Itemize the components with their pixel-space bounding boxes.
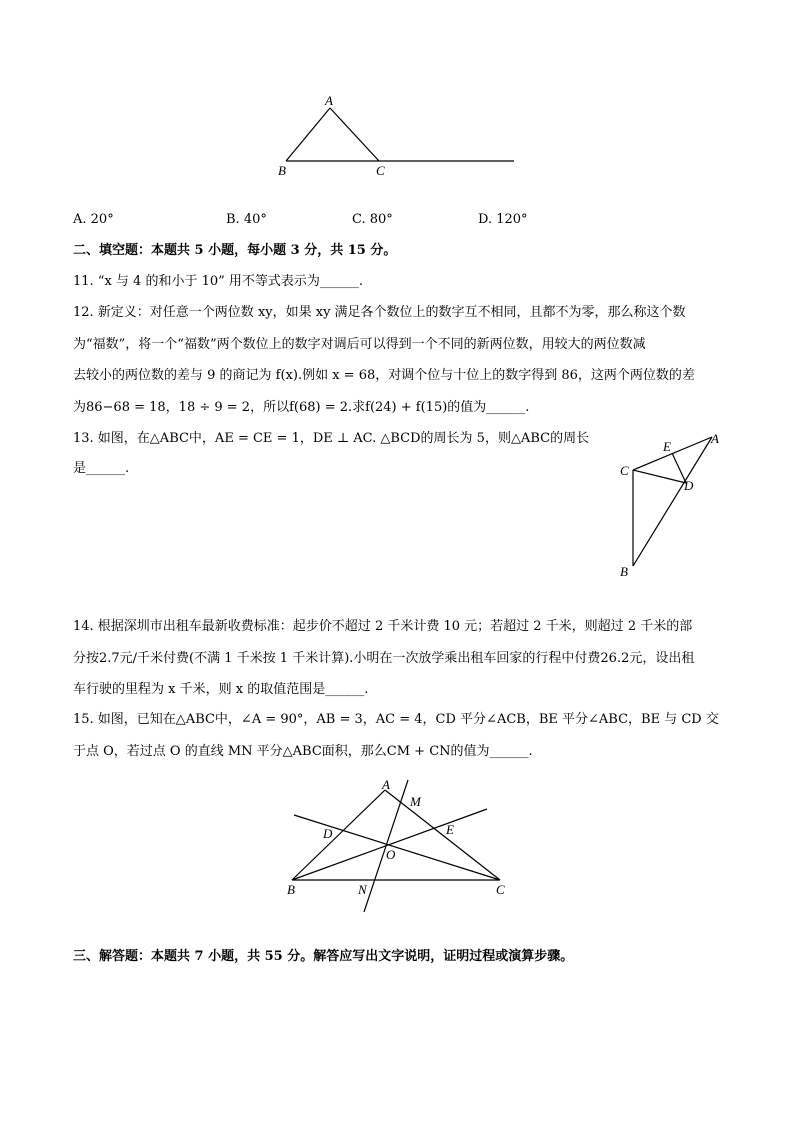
label-c: C — [620, 463, 629, 478]
label-c: C — [376, 163, 385, 178]
label-n: N — [358, 882, 367, 897]
label-d: D — [323, 826, 333, 841]
question-13-line-1: 13. 如图，在△ABC中，AE = CE = 1，DE ⊥ AC. △BCD的周长为 5，则△ABC的周长 — [73, 431, 590, 446]
label-a: A — [382, 777, 390, 792]
label-m: M — [410, 794, 421, 809]
question-15-line-1: 15. 如图，已知在△ABC中，∠A = 90°，AB = 3，AC = 4，CD 平分∠ACB，BE 平分∠ABC，BE 与 CD 交 — [73, 712, 719, 727]
label-b: B — [278, 163, 286, 178]
label-e: E — [663, 439, 671, 454]
label-o: O — [386, 847, 396, 862]
option-d: D. 120° — [478, 212, 528, 227]
question-12-line-1: 12. 新定义：对任意一个两位数 xy，如果 xy 满足各个数位上的数字互不相同，且都不为零，那么称这个数 — [73, 305, 686, 320]
label-c: C — [496, 882, 505, 897]
option-b: B. 40° — [226, 212, 267, 227]
question-15-line-2: 于点 O，若过点 O 的直线 MN 平分△ABC面积，那么CM + CN的值为______. — [73, 744, 533, 759]
question-14-line-1: 14. 根据深圳市出租车最新收费标准：起步价不超过 2 千米计费 10 元；若超过 2 千米，则超过 2 千米的部 — [73, 619, 693, 634]
question-11: 11. “x 与 4 的和小于 10” 用不等式表示为______. — [73, 274, 364, 289]
label-e: E — [446, 822, 454, 837]
question-14-line-3: 车行驶的里程为 x 千米，则 x 的取值范围是______. — [73, 682, 369, 697]
question-14-line-2: 分按2.7元/千米付费(不满 1 千米按 1 千米计算).小明在一次放学乘出租车回家的行程中付费26.2元，设出租 — [73, 651, 695, 666]
question-12-line-2: 为“福数”，将一个“福数”两个数位上的数字对调后可以得到一个不同的新两位数，用较大的两位数减 — [73, 337, 646, 352]
option-a: A. 20° — [73, 212, 114, 227]
option-c: C. 80° — [352, 212, 393, 227]
section3-heading: 三、解答题：本题共 7 小题，共 55 分。解答应写出文字说明，证明过程或演算步骤。 — [73, 949, 574, 964]
section2-heading: 二、填空题：本题共 5 小题，每小题 3 分，共 15 分。 — [73, 243, 397, 258]
question-12-line-4: 为86−68 = 18，18 ÷ 9 = 2，所以f(68) = 2.求f(24) + f(15)的值为______. — [73, 400, 530, 415]
label-a: A — [325, 93, 333, 108]
label-b: B — [287, 882, 295, 897]
question-12-line-3: 去较小的两位数的差与 9 的商记为 f(x).例如 x = 68，对调个位与十位上的数字得到 86，这两个两位数的差 — [73, 368, 695, 383]
label-b: B — [620, 564, 628, 579]
label-a: A — [711, 431, 719, 446]
question-13-line-2: 是______. — [73, 461, 130, 476]
label-d: D — [684, 478, 694, 493]
